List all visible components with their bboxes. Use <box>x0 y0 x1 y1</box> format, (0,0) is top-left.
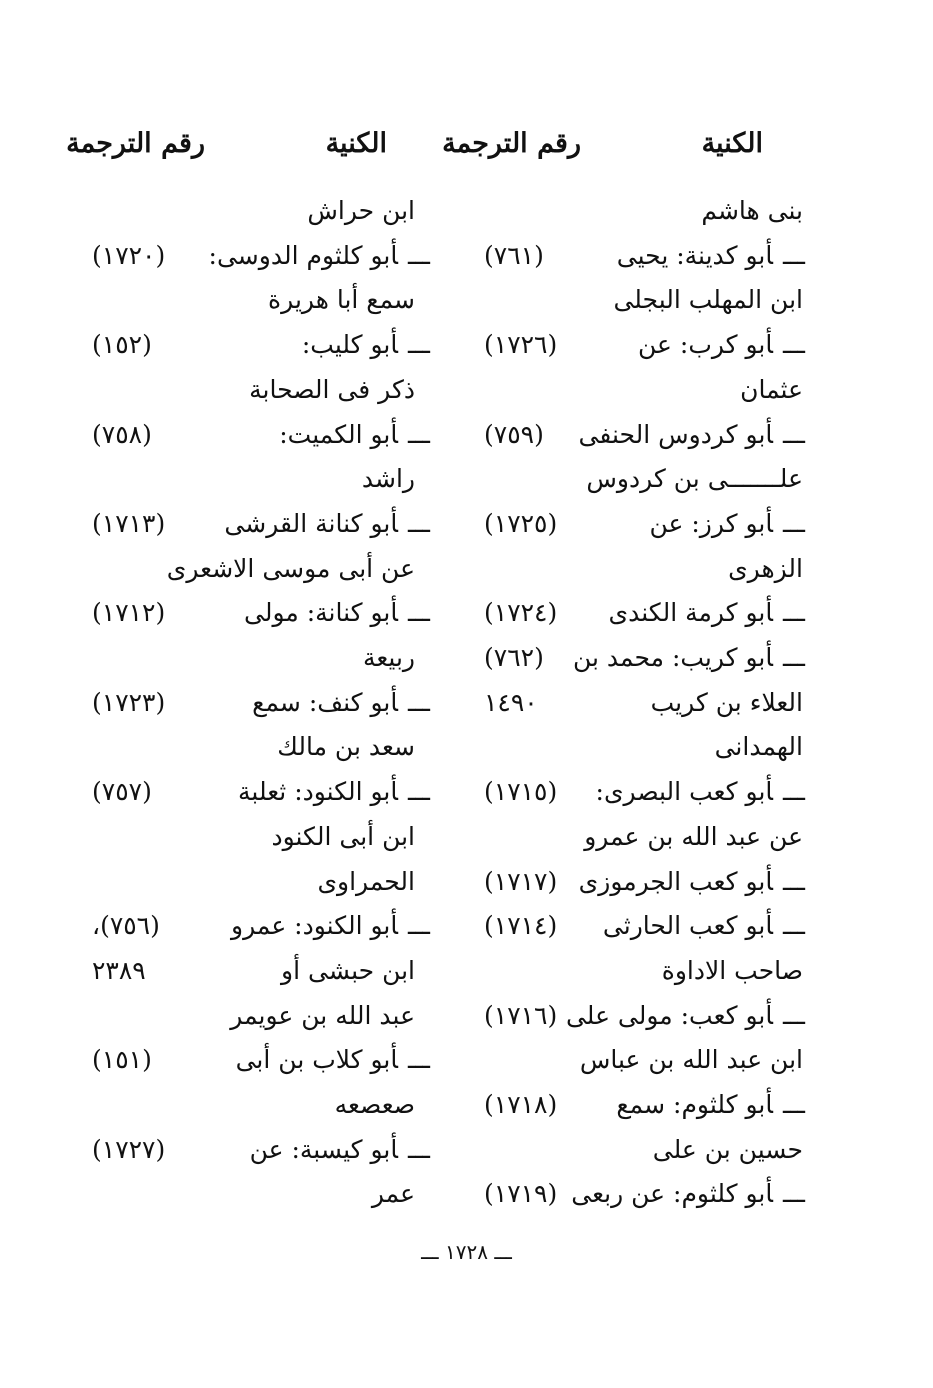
entry-kunya: عن أبى موسى الاشعرى <box>166 554 415 583</box>
entry-line <box>372 1181 415 1206</box>
entry-dash: ـــ <box>408 777 430 806</box>
entry-line <box>586 466 803 491</box>
entry-line <box>701 198 803 223</box>
entry-line <box>281 958 415 983</box>
header-num-left: رقم الترجمة <box>66 128 205 159</box>
entry-dash: ـــ <box>408 420 430 449</box>
entry-number: (١٧٢٤) <box>484 598 558 627</box>
entry-kunya: صاحب الاداوة <box>661 956 803 985</box>
entry-line <box>362 466 415 491</box>
entry-dash: ـــ <box>408 1135 430 1164</box>
entry-line <box>651 690 803 715</box>
entry-line <box>252 690 430 715</box>
entry-line <box>573 645 805 670</box>
entry-number: (١٧٢٥) <box>484 509 558 538</box>
entry-number: (١٧١٧) <box>484 867 558 896</box>
entry-line <box>584 824 803 849</box>
entry-line <box>277 734 415 759</box>
entry-dash: ـــ <box>783 777 805 806</box>
entry-kunya: عن عبد الله بن عمرو <box>584 822 803 851</box>
entry-kunya: أبو كنانة القرشى <box>224 509 399 538</box>
entry-line <box>249 377 415 402</box>
entry-line <box>728 556 803 581</box>
entry-kunya: أبو كنف: سمع <box>252 688 399 717</box>
entry-kunya: أبو كرز: عن <box>649 509 774 538</box>
entry-dash: ـــ <box>408 911 430 940</box>
entry-line <box>244 600 430 625</box>
entry-line <box>638 332 805 357</box>
entry-kunya: ابن عبد الله بن عباس <box>579 1045 803 1074</box>
entry-number: (٧٥٨) <box>92 420 152 449</box>
entry-line <box>613 287 803 312</box>
entry-dash: ـــ <box>408 598 430 627</box>
entry-kunya: ربيعة <box>362 643 415 672</box>
entry-number: (١٧٢٦) <box>484 330 558 359</box>
entry-line <box>307 198 415 223</box>
entry-kunya: أبو كنانة: مولى <box>244 598 399 627</box>
entry-line <box>317 869 415 894</box>
entry-number: (١٧١٥) <box>484 777 558 806</box>
entry-kunya: علـــــــى بن كردوس <box>586 464 803 493</box>
entry-kunya: سعد بن مالك <box>277 732 415 761</box>
entry-kunya: أبو كعب البصرى: <box>595 777 774 806</box>
entry-kunya: أبو كلثوم الدوسى: <box>208 241 399 270</box>
entry-line <box>302 332 430 357</box>
entry-number: (١٧١٩) <box>484 1179 558 1208</box>
entry-line <box>271 824 415 849</box>
entry-kunya: أبو كعب الحارثى <box>602 911 774 940</box>
entry-kunya: العلاء بن كريب <box>650 688 803 717</box>
entry-line <box>596 779 805 804</box>
entry-line <box>363 645 415 670</box>
entry-kunya: راشد <box>361 464 415 493</box>
entry-line <box>653 1137 803 1162</box>
entry-number: (١٧١٨) <box>484 1090 558 1119</box>
entry-dash: ـــ <box>783 911 805 940</box>
entry-dash: ـــ <box>783 1001 805 1030</box>
entry-number: (١٧١٤) <box>484 911 558 940</box>
entry-dash: ـــ <box>408 688 430 717</box>
entry-number: ١٤٩٠ <box>484 688 538 717</box>
entry-line <box>571 1181 805 1206</box>
entry-line <box>649 511 805 536</box>
entry-kunya: الحمراوى <box>317 867 415 896</box>
entry-line <box>578 422 805 447</box>
header-kunya-left: الكنية <box>325 128 387 159</box>
entry-dash: ـــ <box>783 598 805 627</box>
entry-kunya: ابن حراش <box>307 196 415 225</box>
entry-number: (١٧١٣) <box>92 509 166 538</box>
header-num-right: رقم الترجمة <box>442 128 581 159</box>
entry-line <box>250 1137 430 1162</box>
entry-number: (٧٥٧) <box>92 777 152 806</box>
entry-number: (٧٦١) <box>484 241 544 270</box>
entry-number: (١٥١) <box>92 1045 152 1074</box>
entry-number: (٧٦٢) <box>484 643 544 672</box>
header-kunya-right: الكنية <box>701 128 763 159</box>
entry-kunya: الزهرى <box>728 554 803 583</box>
entry-line <box>230 1003 415 1028</box>
entry-line <box>617 243 805 268</box>
entry-number: (١٧١٢) <box>92 598 166 627</box>
entry-number: (١٥٢) <box>92 330 152 359</box>
entry-kunya: حسين بن على <box>652 1135 803 1164</box>
entry-dash: ـــ <box>783 643 805 672</box>
entry-number: (١٧١٦) <box>484 1001 558 1030</box>
entry-kunya: ابن المهلب البجلى <box>613 285 803 314</box>
entry-kunya: أبو كدينة: يحيى <box>616 241 774 270</box>
entry-kunya: أبو كرمة الكندى <box>608 598 774 627</box>
entry-kunya: ابن حبشى أو <box>281 956 415 985</box>
entry-kunya: أبو كريب: محمد بن <box>572 643 774 672</box>
entry-number: (١٧٢٧) <box>92 1135 166 1164</box>
entry-kunya: سمع أبا هريرة <box>268 285 415 314</box>
entry-number: (٧٥٩) <box>484 420 544 449</box>
entry-kunya: عثمان <box>740 375 803 404</box>
entry-line <box>580 1047 803 1072</box>
entry-line <box>279 422 430 447</box>
entry-kunya: أبو كلثوم: عن ربعى <box>571 1179 774 1208</box>
entry-kunya: أبو الكميت: <box>279 420 399 449</box>
entry-kunya: عمر <box>371 1179 415 1208</box>
entry-line <box>335 1092 415 1117</box>
entry-dash: ـــ <box>408 1045 430 1074</box>
entry-dash: ـــ <box>408 509 430 538</box>
entry-kunya: ذكر فى الصحابة <box>249 375 415 404</box>
entry-kunya: أبو كردوس الحنفى <box>578 420 774 449</box>
entry-number: (١٧٢٣) <box>92 688 166 717</box>
entry-line <box>167 556 415 581</box>
entry-line <box>209 243 430 268</box>
entry-line <box>236 1047 430 1072</box>
entry-kunya: أبو كعب الجرموزى <box>578 867 774 896</box>
entry-line <box>740 377 803 402</box>
entry-dash: ـــ <box>783 330 805 359</box>
entry-kunya: أبو الكنود: ثعلبة <box>238 777 399 806</box>
entry-kunya: الهمدانى <box>714 732 803 761</box>
entry-dash: ـــ <box>783 1090 805 1119</box>
entry-dash: ـــ <box>408 241 430 270</box>
entry-dash: ـــ <box>408 330 430 359</box>
entry-kunya: أبو كلاب بن أبى <box>235 1045 399 1074</box>
entry-dash: ـــ <box>783 420 805 449</box>
entry-line <box>268 287 415 312</box>
entry-kunya: صعصعه <box>334 1090 415 1119</box>
entry-dash: ـــ <box>783 509 805 538</box>
entry-dash: ـــ <box>783 867 805 896</box>
entry-number: (١٧٢٠) <box>92 241 166 270</box>
entry-line <box>231 913 430 938</box>
entry-line <box>579 869 805 894</box>
entry-line <box>603 913 805 938</box>
entry-line <box>662 958 803 983</box>
entry-line <box>616 1092 805 1117</box>
entry-line <box>715 734 803 759</box>
entry-kunya: بنى هاشم <box>701 196 803 225</box>
entry-dash: ـــ <box>783 241 805 270</box>
page-number: ـــ ١٧٢٨ ـــ <box>421 1240 512 1264</box>
entry-kunya: ابن أبى الكنود <box>271 822 415 851</box>
entry-kunya: أبو كليب: <box>301 330 399 359</box>
entry-dash: ـــ <box>783 1179 805 1208</box>
entry-line <box>566 1003 805 1028</box>
entry-kunya: عبد الله بن عويمر <box>230 1001 415 1030</box>
entry-kunya: أبو كعب: مولى على <box>565 1001 774 1030</box>
entry-line <box>238 779 430 804</box>
entry-kunya: أبو كيسبة: عن <box>249 1135 399 1164</box>
entry-kunya: أبو كلثوم: سمع <box>616 1090 774 1119</box>
entry-line <box>224 511 430 536</box>
entry-kunya: أبو كرب: عن <box>638 330 774 359</box>
entry-number: (٧٥٦)، <box>92 911 160 940</box>
entry-number: ٢٣٨٩ <box>92 956 146 985</box>
entry-line <box>609 600 805 625</box>
entry-kunya: أبو الكنود: عمرو <box>231 911 399 940</box>
